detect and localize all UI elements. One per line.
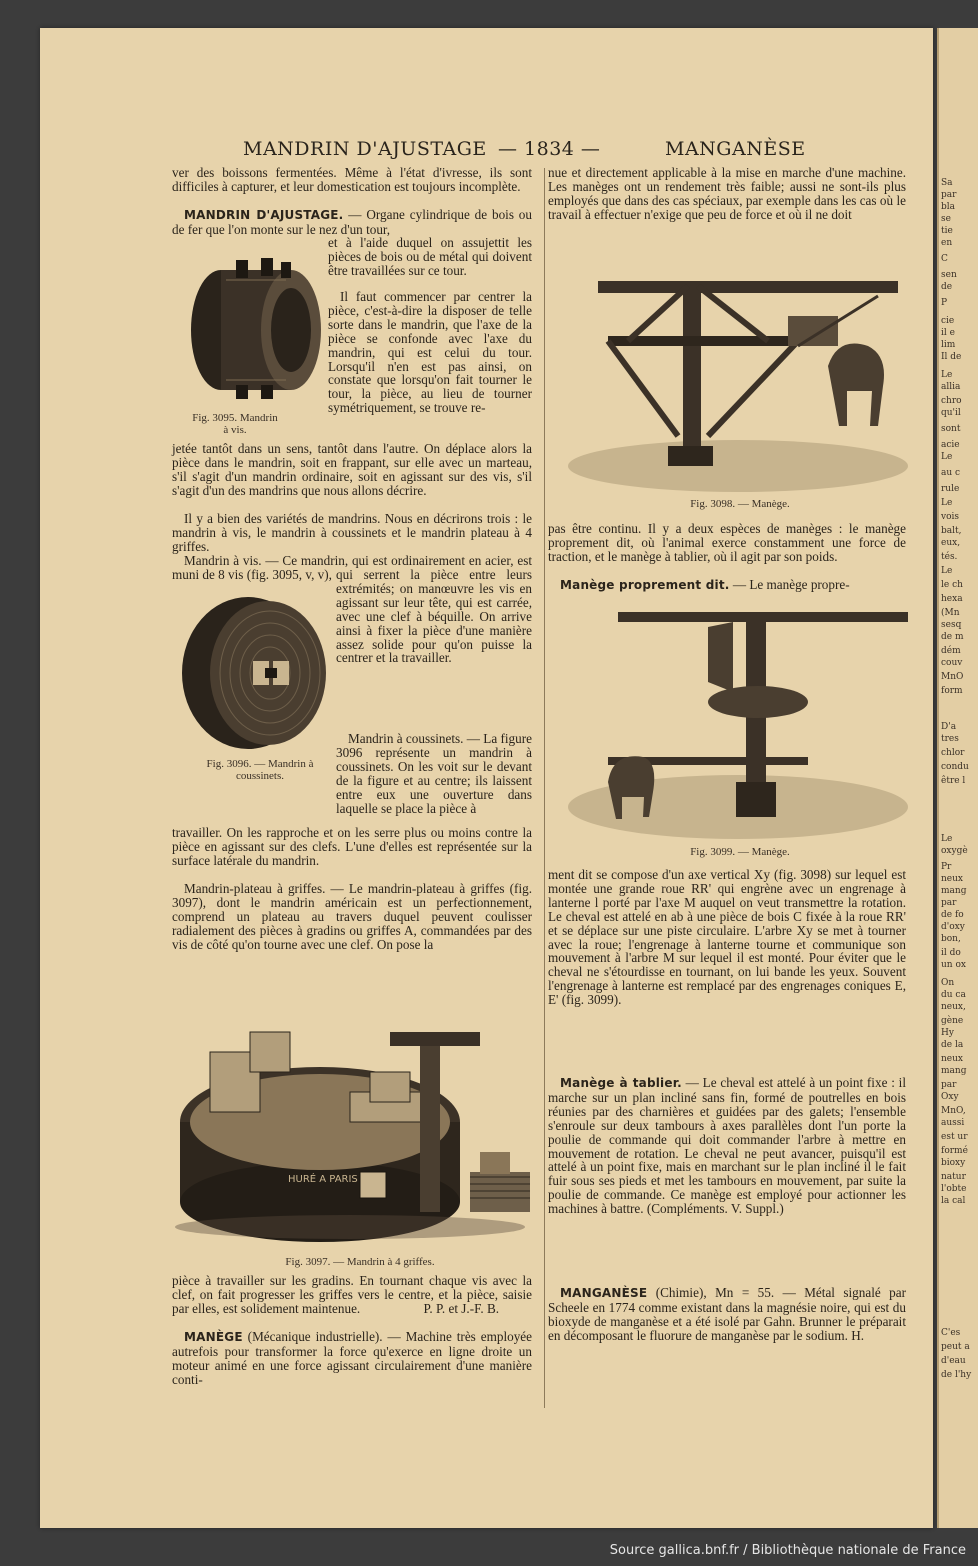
adjacent-page-fragment: être l [941,776,966,786]
adjacent-page-fragment: en [941,238,953,248]
adjacent-page-fragment: natur [941,1172,966,1182]
adjacent-page-fragment: D'a [941,722,957,732]
adjacent-page-fragment: Pr [941,862,952,872]
adjacent-page-fragment: acie [941,440,960,450]
left-para-3b: jetée tantôt dans un sens, tantôt dans l'autre. On déplace alors la pièce dans le mandrin, soit en frappant, sur elle avec un marteau, s'il s'agit d'un mandrin ordinaire, soit en agissant sur des vis, s'il s'agit d'un des mandrins que nous allons décrire. [172,441,532,498]
right-para-5 [548,1076,906,1216]
header-right-title: MANGANÈSE [665,138,806,160]
entry-text: — Le manège propre- [732,577,850,592]
source-attribution: Source gallica.bnf.fr / Bibliothèque nationale de France [609,1543,966,1558]
adjacent-page-fragment: mang [941,1066,967,1076]
adjacent-page-fragment: bioxy [941,1158,966,1168]
adjacent-page-fragment: sesq [941,620,962,630]
adjacent-page-fragment: formé [941,1146,968,1156]
adjacent-page-fragment: l'obte [941,1184,967,1194]
screw-chuck-illustration [176,240,326,415]
adjacent-page-fragment: hexa [941,594,963,604]
adjacent-page-fragment: balt, [941,526,962,536]
adjacent-page-fragment: de fo [941,910,964,920]
adjacent-page-fragment: au c [941,468,961,478]
engraving-maker-mark: HURÉ A PARIS [288,1174,358,1185]
left-para-5b: qui serrent la pièce entre leurs extrémités; on manœuvre les vis en agissant sur leur tête, qui est carrée, avec une clef à béquille. On arrive ainsi à fixer la pièce d'une manière assez solide pour qu'on puisse la centrer et la travailler. [336,567,532,666]
entry-heading-mandrin: MANDRIN D'AJUSTAGE. [184,208,344,222]
adjacent-page-fragment: de la [941,1040,964,1050]
entry-heading-manege: MANÈGE [184,1330,243,1344]
figure-3098 [568,246,908,492]
left-para-6b: travailler. On les rapproche et on les serre plus ou moins contre la pièce en agissant sur des clefs. L'une d'elles est représentée sur la surface latérale du mandrin. [172,825,532,868]
left-para-3: Il faut commencer par centrer la pièce, c'est-à-dire la disposer de telle sorte dans le mandrin, que l'axe de la pièce se confonde avec l'axe du mandrin, qui est celui du tour. Lorsqu'il n'en est pas ainsi, on constate que lorsqu'on fait tourner le tour, la pièce, au lieu de tourner symétriquement, se trouve re- [328,289,532,416]
entry-text: pièce à travailler sur les gradins. En tournant chaque vis avec la clef, on fait progresser les griffes vers le centre, et la pièce, saisie par elles, est solidement maintenue. [172,1273,532,1316]
adjacent-page-fragment: qu'il [941,408,961,418]
adjacent-page-fragment: condu [941,762,969,772]
adjacent-page-fragment: d'eau [941,1356,966,1366]
adjacent-page-fragment: oxygè [941,846,968,856]
adjacent-page-fragment: du ca [941,990,966,1000]
adjacent-page-fragment: eux, [941,538,961,548]
left-para-4: Il y a bien des variétés de mandrins. Nous en décrirons trois : le mandrin à vis, le mandrin à coussinets et le mandrin plateau à 4 griffes. [172,511,532,554]
figure-3096-caption: Fig. 3096. — Mandrin à coussinets. [206,758,314,782]
figure-3096 [178,588,338,753]
adjacent-page-fragment: de l'hy [941,1370,972,1380]
left-para-1: ver des boissons fermentées. Même à l'état d'ivresse, ils sont difficiles à capturer, et leur domestication est toujours incomplète. [172,165,532,194]
bevel-gear-horse-gin-illustration [568,602,908,842]
left-para-5a: Mandrin à vis. — Ce mandrin, qui est ordinairement en acier, est muni de 8 vis (fig. 3095, v, v), [172,553,532,582]
adjacent-page-fragment: tres [941,734,959,744]
header-left-title: MANDRIN D'AJUSTAGE [243,138,487,160]
document-page [40,28,933,1528]
right-para-3 [548,578,906,593]
adjacent-page-fragment: dém [941,646,961,656]
left-para-2b: et à l'aide duquel on assujettit les pièces de bois ou de métal qui doivent être travaillées sur ce tour. [328,235,532,278]
figure-3095 [176,240,326,415]
adjacent-page-fragment: rule [941,484,960,494]
adjacent-page-fragment: On [941,978,955,988]
adjacent-page-fragment: il do [941,948,961,958]
entry-heading-manege-tablier: Manège à tablier. [560,1076,682,1090]
adjacent-page-fragment: est ur [941,1132,968,1142]
adjacent-page-fragment: par [941,898,957,908]
left-para-8 [172,1274,532,1316]
figure-3097-caption: Fig. 3097. — Mandrin à 4 griffes. [285,1256,435,1268]
adjacent-page-fragment: sont [941,424,961,434]
figure-3099-caption: Fig. 3099. — Manège. [690,846,790,858]
adjacent-page-fragment: MnO [941,672,964,682]
left-para-6: Mandrin à coussinets. — La figure 3096 représente un mandrin à coussinets. On les voit sur le devant de la figure et au centre; ils laissent entre eux une ouverture dans laquelle se place la pièce à [336,731,532,816]
adjacent-page-fragment: gène [941,1016,964,1026]
adjacent-page-fragment: par [941,1080,957,1090]
adjacent-page-fragment: neux [941,1054,963,1064]
adjacent-page-fragment: P [941,298,948,308]
adjacent-page-fragment: lim [941,340,956,350]
adjacent-page-fragment: chro [941,396,962,406]
adjacent-page-fragment: cie [941,316,955,326]
adjacent-page-fragment: d'oxy [941,922,965,932]
adjacent-page-fragment: bon, [941,934,961,944]
figure-3099 [568,602,908,842]
horse-gin-illustration [568,246,908,492]
adjacent-page-fragment: MnO, [941,1106,966,1116]
adjacent-page-fragment: chlor [941,748,965,758]
adjacent-page-fragment: Le [941,566,953,576]
adjacent-page-fragment: peut a [941,1342,970,1352]
figure-3095-caption: Fig. 3095. Mandrin à vis. [192,412,278,436]
adjacent-page-fragment: form [941,686,963,696]
adjacent-page-fragment: Sa [941,178,953,188]
adjacent-page-fragment: Oxy [941,1092,959,1102]
page-header [40,134,933,160]
adjacent-page-fragment: bla [941,202,956,212]
adjacent-page-fragment: aussi [941,1118,965,1128]
page-number: — 1834 — [498,138,601,160]
right-para-1: nue et directement applicable à la mise en marche d'une machine. Les manèges ont un rendement très faible; aussi ne sont-ils plus employés que dans des cas spéciaux, par exemple dans les cas où le travail à effectuer n'exige que peu de force et où il ne doit [548,165,906,222]
adjacent-page-fragment: le ch [941,580,963,590]
figure-3098-caption: Fig. 3098. — Manège. [690,498,790,510]
adjacent-page-fragment: neux, [941,1002,966,1012]
adjacent-page-fragment: Le [941,834,953,844]
entry-heading-manganese: MANGANÈSE [560,1286,648,1300]
right-para-2: pas être continu. Il y a deux espèces de manèges : le manège proprement dit, où l'animal exerce constamment une force de traction, et le manège à tablier, où il agit par son poids. [548,521,906,564]
adjacent-page-fragment: vois [941,512,959,522]
adjacent-page-fragment: sen [941,270,957,280]
adjacent-page-fragment: tés. [941,552,958,562]
adjacent-page-fragment: de [941,282,953,292]
page-gutter [937,28,939,1528]
right-para-4: ment dit se compose d'un axe vertical Xy (fig. 3098) sur lequel est montée une grande roue RR' qui engrène avec un engrenage à lanterne l porté par l'axe M auquel on veut transmettre la rotation. Le cheval est attelé en ab à une pièce de bois C fixée à la roue RR' et se déplace sur une piste circulaire. L'arbre Xy se met à tourner avec la roue; l'engrenage à lanterne tourne et communique son mouvement à l'arbre M sur lequel il est monté. Pour éviter que le cheval ne s'étourdisse en tournant, on lui bande les yeux. Souvent l'engrenage à lanterne est remplacé par des engrenages coniques E, E' (fig. 3099). [548,867,906,1008]
adjacent-page-fragment: par [941,190,957,200]
adjacent-page-fragment: de m [941,632,964,642]
adjacent-page-fragment: mang [941,886,967,896]
adjacent-page-fragment: Le [941,452,953,462]
adjacent-page-fragment: tie [941,226,953,236]
adjacent-page-fragment: Hy [941,1028,954,1038]
adjacent-page-fragment: C [941,254,948,264]
adjacent-page-fragment: Le [941,370,953,380]
adjacent-page-fragment: C'es [941,1328,961,1338]
adjacent-page-fragment: couv [941,658,963,668]
entry-text: (Chimie), Mn = 55. — Métal signalé par Scheele en 1774 comme existant dans la magnésie noire, qui est du bioxyde de manganèse et a été isolé par Gahn. Brunner le préparait en décomposant le fluorure de manganèse par le sodium. H. [548,1285,907,1343]
left-para-9 [172,1330,532,1387]
four-jaw-chuck-illustration [170,972,532,1244]
left-para-7: Mandrin-plateau à griffes. — Le mandrin-plateau à griffes (fig. 3097), dont le mandrin américain est un perfectionnement, comprend un plateau au travers duquel peuvent coulisser radialement des pièces à gradins ou griffes A, commandées par des vis de côté qu'on tourne avec une clef. On pose la [172,881,532,952]
bushing-chuck-illustration [178,588,338,753]
adjacent-page-fragment: un ox [941,960,966,970]
adjacent-page-fragment: se [941,214,951,224]
adjacent-page-fragment: la cal [941,1196,966,1206]
entry-text: (Mécanique industrielle). — Machine très employée autrefois pour transformer la force qu'exerce en ligne droite un moteur animé en une force agissant circulairement d'une manière conti- [172,1329,533,1387]
author-signature: P. P. et J.-F. B. [423,1300,500,1316]
entry-heading-manege-proprement: Manège proprement dit. [560,578,730,592]
entry-text: — Organe cylindrique de bois ou de fer que l'on monte sur le nez d'un tour, [172,207,532,237]
adjacent-page-fragment: (Mn [941,608,960,618]
adjacent-page-fragment: il e [941,328,955,338]
entry-text: — Le cheval est attelé à un point fixe : il marche sur un plan incliné sans fin, formé de poutrelles en bois réunies par des charnières et guidées par des galets; l'ensemble s'enroule sur deux tambours à axes parallèles dont l'un porte la poulie de commande qui doit commander l'arbre à mettre en mouvement de rotation. Le cheval ne peut avancer, puisqu'il est attelé à un point fixe, mais en marchant sur le plan incliné il le fait fuir sous ses pieds et met les tambours en mouvement, par suite la poulie de commande. Ce manège est employé pour actionner les machines à battre. (Compléments. V. Suppl.) [548,1075,907,1217]
adjacent-page-fragment: Le [941,498,953,508]
figure-3097 [170,972,532,1244]
right-para-6 [548,1286,906,1343]
adjacent-page-fragment: allia [941,382,961,392]
left-para-2 [172,208,532,237]
adjacent-page-edge [937,28,978,1528]
adjacent-page-fragment: neux [941,874,963,884]
adjacent-page-fragment: Il de [941,352,962,362]
column-divider [544,168,545,1408]
